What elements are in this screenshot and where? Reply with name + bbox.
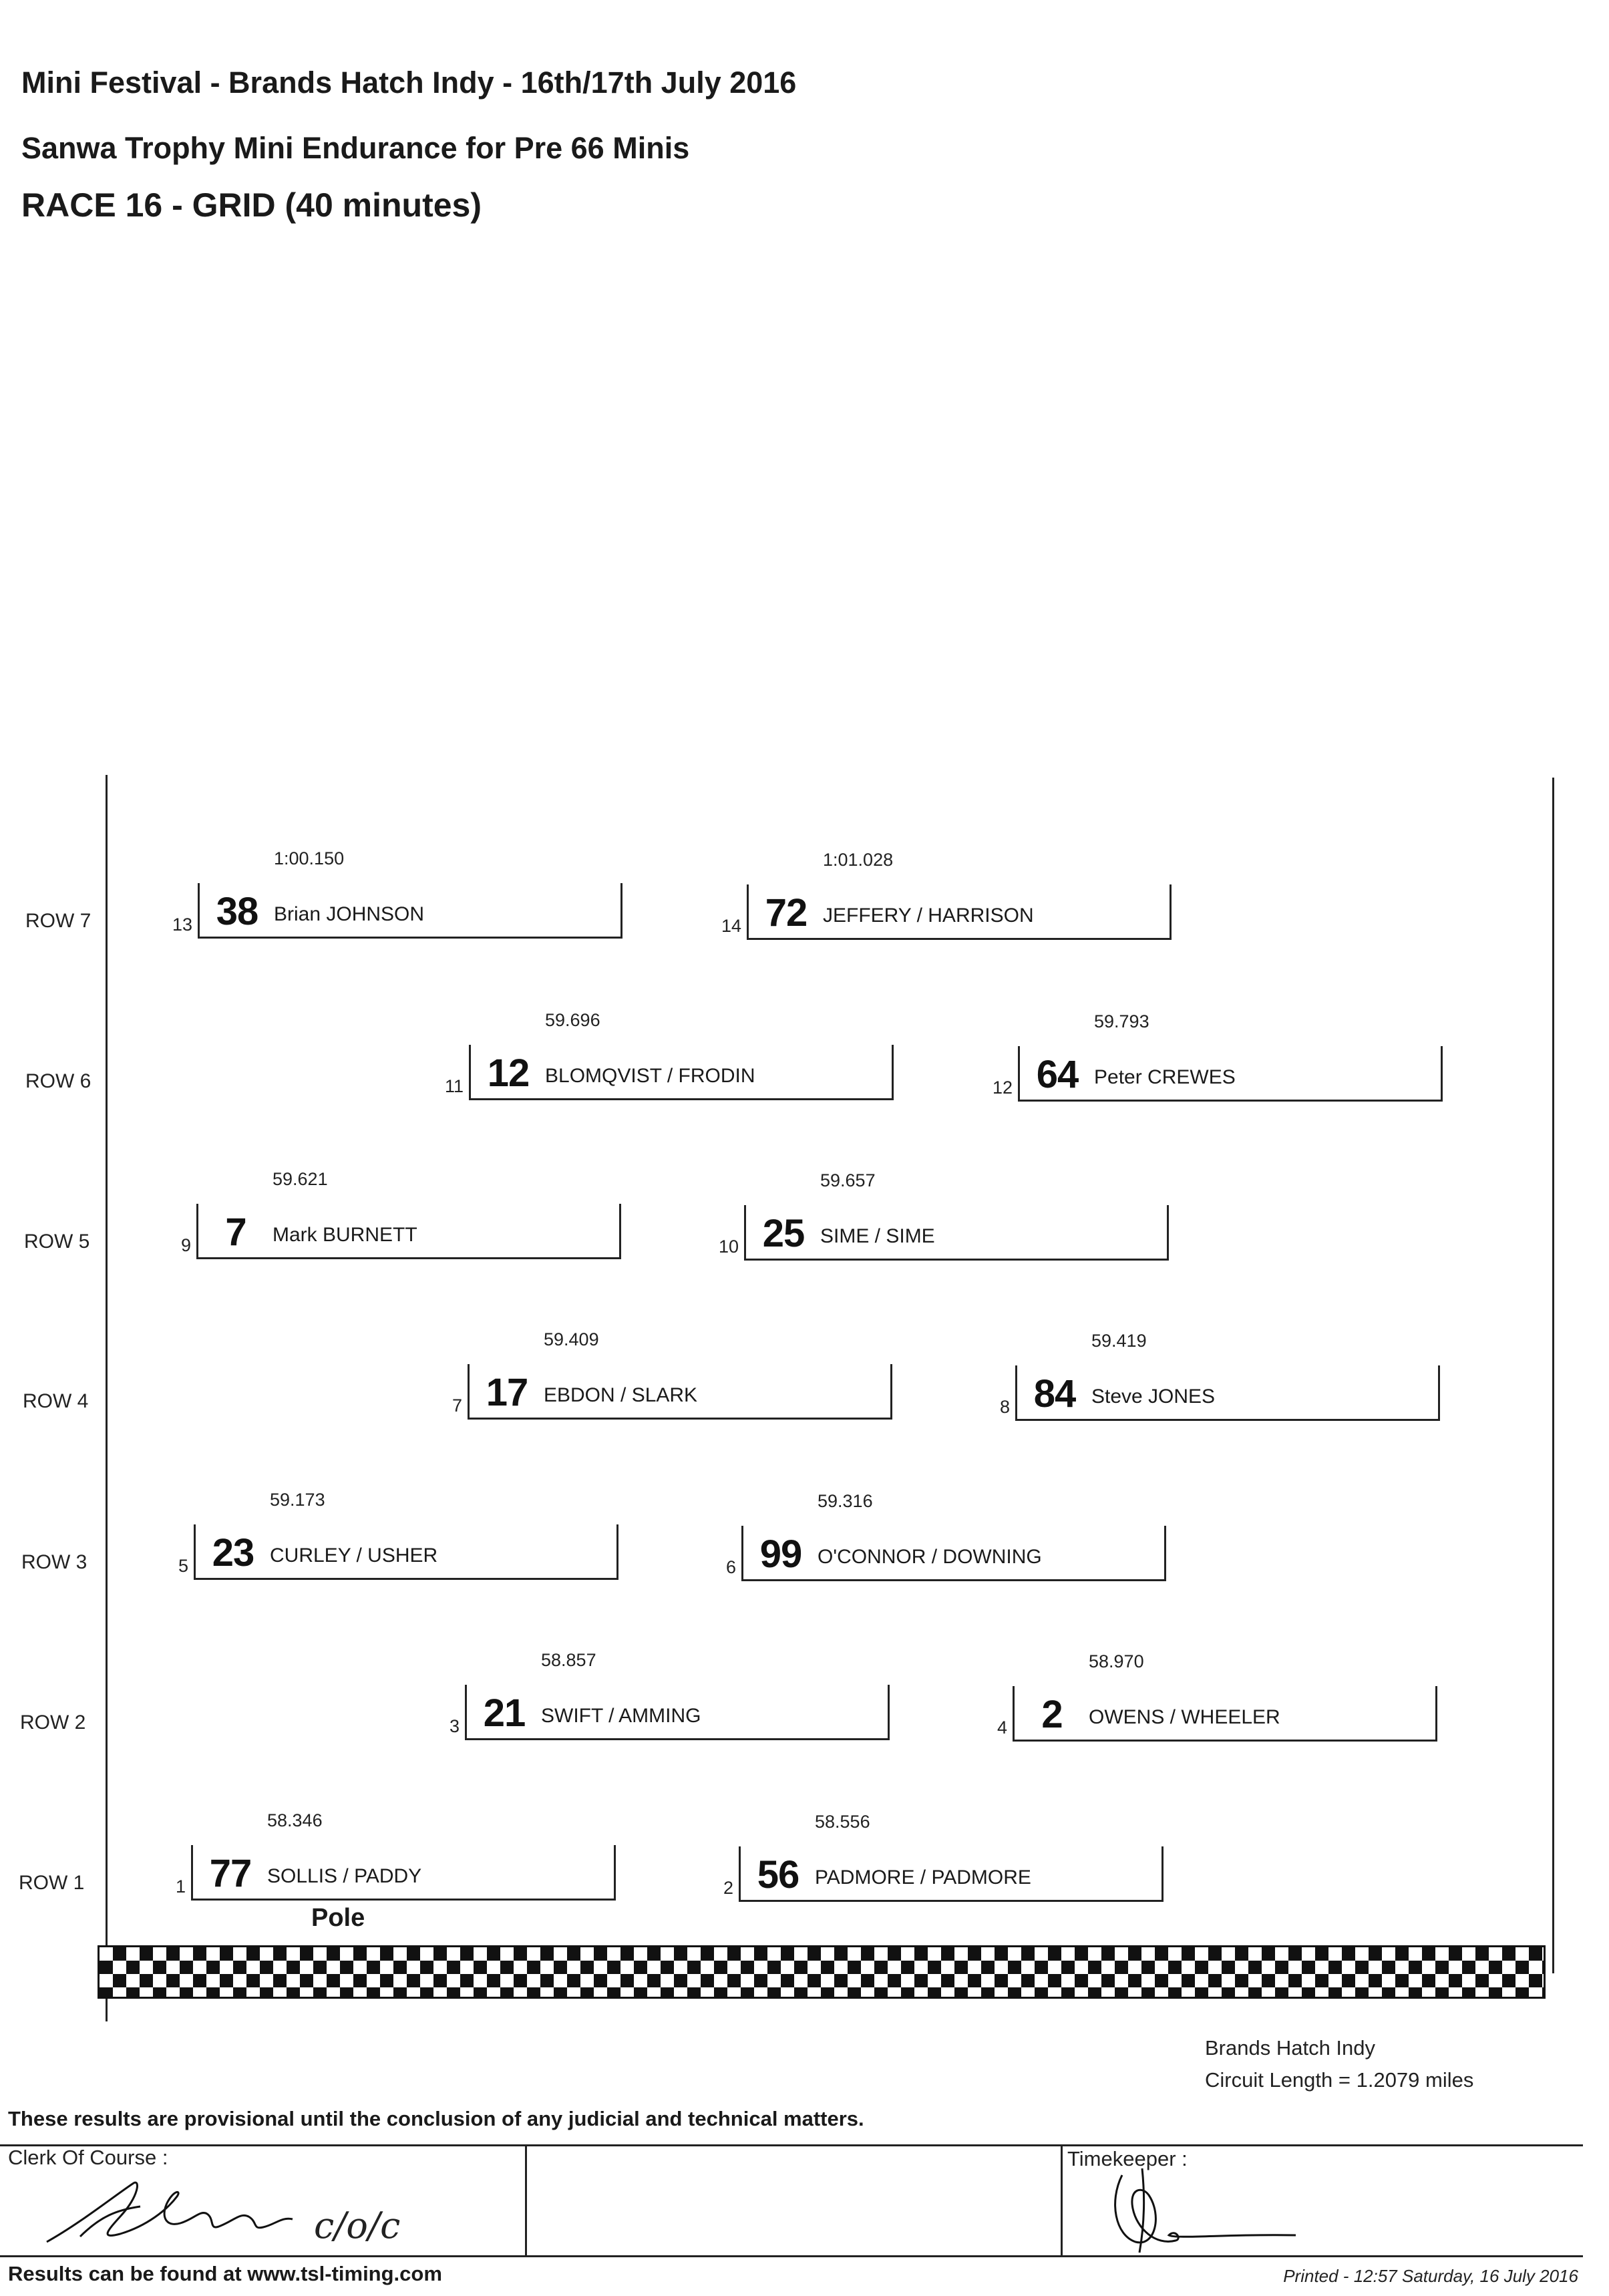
driver-name: JEFFERY / HARRISON (823, 905, 1034, 927)
clerk-of-course-label: Clerk Of Course : (8, 2146, 168, 2169)
driver-name: Brian JOHNSON (274, 903, 425, 925)
grid-position: 8 (999, 1397, 1010, 1417)
row-label: ROW 1 (19, 1872, 85, 1894)
grid-position: 14 (721, 916, 741, 936)
car-number: 84 (1033, 1372, 1076, 1416)
car-number: 56 (757, 1853, 799, 1897)
car-number: 21 (483, 1691, 526, 1735)
row-label: ROW 3 (21, 1551, 87, 1573)
car-number: 99 (759, 1532, 802, 1576)
grid-slot (725, 1491, 1166, 1582)
grid-position: 12 (992, 1078, 1013, 1098)
signoff-top-rule (0, 2144, 1583, 2146)
car-number: 72 (765, 891, 808, 935)
qualifying-time: 58.346 (267, 1810, 323, 1830)
qualifying-time: 58.857 (541, 1650, 596, 1670)
grid-position: 3 (449, 1716, 460, 1736)
grid-position: 11 (444, 1076, 464, 1096)
race-series: Sanwa Trophy Mini Endurance for Pre 66 Minis (21, 131, 690, 165)
grid-position: 13 (172, 915, 192, 935)
grid-position: 9 (180, 1235, 191, 1255)
pole-label: Pole (311, 1904, 365, 1932)
qualifying-time: 58.970 (1089, 1651, 1144, 1671)
circuit-length: Circuit Length = 1.2079 miles (1205, 2068, 1474, 2092)
signoff-divider (1061, 2144, 1063, 2257)
clerk-annotation: c/o/c (314, 2204, 401, 2247)
grid-right-border (1552, 778, 1554, 1973)
results-url: Results can be found at www.tsl-timing.com (8, 2262, 442, 2285)
qualifying-time: 59.173 (270, 1490, 325, 1510)
grid-slot (452, 1329, 892, 1420)
driver-name: SWIFT / AMMING (541, 1705, 701, 1727)
car-number: 12 (487, 1051, 530, 1095)
qualifying-time: 59.316 (818, 1491, 873, 1511)
signoff-bottom-rule (0, 2255, 1583, 2257)
driver-name: CURLEY / USHER (270, 1544, 438, 1567)
car-number: 7 (225, 1210, 246, 1254)
grid-position: 2 (723, 1878, 733, 1898)
car-number: 17 (486, 1371, 528, 1414)
car-number: 77 (209, 1852, 252, 1895)
event-title: Mini Festival - Brands Hatch Indy - 16th/17th July 2016 (21, 65, 797, 100)
timekeeper-signature (1095, 2162, 1309, 2255)
driver-name: SIME / SIME (820, 1225, 935, 1247)
grid-position: 1 (175, 1876, 186, 1897)
timekeeper-label: Timekeeper : (1067, 2147, 1188, 2170)
grid-position: 5 (178, 1556, 188, 1576)
qualifying-time: 58.556 (815, 1812, 870, 1832)
grid-slot (178, 1490, 618, 1581)
driver-name: BLOMQVIST / FRODIN (545, 1065, 755, 1087)
qualifying-time: 1:01.028 (823, 850, 894, 870)
row-label: ROW 4 (23, 1390, 89, 1412)
grid-slot (449, 1650, 890, 1741)
row-label: ROW 7 (25, 910, 92, 932)
driver-name: PADMORE / PADMORE (815, 1866, 1031, 1889)
driver-name: EBDON / SLARK (544, 1384, 698, 1406)
qualifying-time: 59.657 (820, 1170, 876, 1190)
driver-name: SOLLIS / PADDY (267, 1865, 422, 1887)
qualifying-time: 59.793 (1094, 1011, 1149, 1031)
driver-name: O'CONNOR / DOWNING (818, 1546, 1042, 1568)
driver-name: Steve JONES (1091, 1385, 1216, 1408)
grid-slot (718, 1170, 1169, 1261)
grid-slot (999, 1331, 1440, 1422)
clerk-signature (40, 2170, 321, 2250)
row-label: ROW 6 (25, 1070, 92, 1092)
driver-name: Mark BURNETT (273, 1224, 417, 1246)
qualifying-time: 59.409 (544, 1329, 599, 1349)
row-label: ROW 2 (20, 1711, 86, 1734)
grid-position: 10 (718, 1237, 739, 1257)
grid-left-border (106, 775, 108, 2021)
qualifying-time: 1:00.150 (274, 848, 345, 868)
car-number: 38 (216, 890, 258, 933)
grid-slot (997, 1651, 1437, 1742)
printed-timestamp: Printed - 12:57 Saturday, 16 July 2016 (1283, 2266, 1578, 2286)
car-number: 64 (1036, 1053, 1079, 1096)
qualifying-time: 59.696 (545, 1010, 600, 1030)
car-number: 25 (762, 1212, 805, 1255)
grid-position: 7 (452, 1396, 462, 1416)
qualifying-time: 59.621 (273, 1169, 328, 1189)
row-label: ROW 5 (24, 1231, 90, 1253)
grid-slot (180, 1169, 621, 1260)
driver-name: Peter CREWES (1094, 1066, 1236, 1088)
grid-slot (992, 1011, 1443, 1102)
provisional-notice: These results are provisional until the conclusion of any judicial and technical matters. (8, 2107, 864, 2130)
driver-name: OWENS / WHEELER (1089, 1706, 1280, 1728)
grid-position: 6 (725, 1557, 736, 1577)
grid-slot-pole (175, 1810, 616, 1901)
grid-slot (721, 850, 1172, 941)
grid-slot (172, 848, 622, 939)
car-number: 23 (212, 1531, 254, 1575)
chequered-flag-line (98, 1945, 1546, 1999)
grid-slot (444, 1010, 894, 1101)
grid-slot (723, 1812, 1164, 1903)
race-title: RACE 16 - GRID (40 minutes) (21, 186, 482, 224)
grid-position: 4 (997, 1717, 1007, 1738)
circuit-name: Brands Hatch Indy (1205, 2036, 1376, 2060)
qualifying-time: 59.419 (1091, 1331, 1147, 1351)
car-number: 2 (1041, 1693, 1063, 1736)
signoff-divider (525, 2144, 527, 2257)
